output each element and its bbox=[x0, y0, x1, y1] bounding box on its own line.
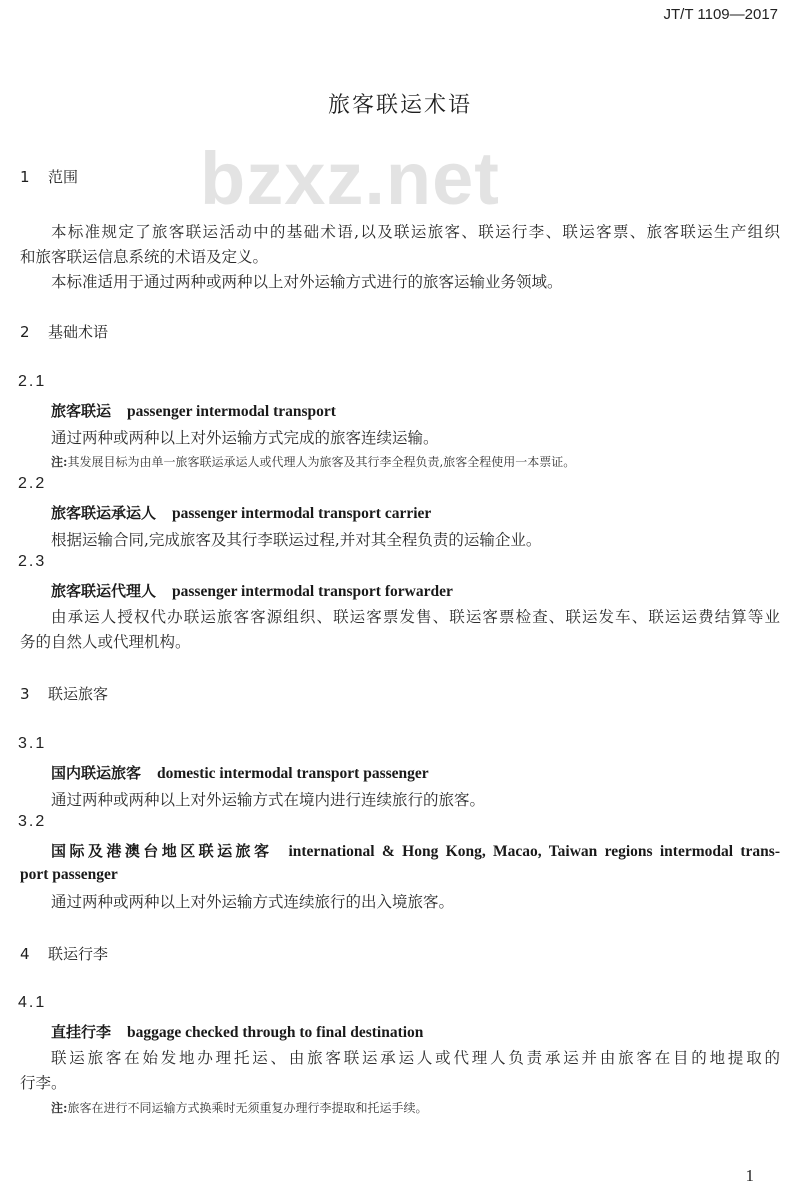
section-heading-intermodal-passenger bbox=[20, 683, 108, 704]
term-note bbox=[51, 1099, 427, 1116]
page-number: 1 bbox=[745, 1166, 754, 1185]
clause-number: 4.1 bbox=[18, 994, 47, 1011]
clause-number: 3.2 bbox=[18, 813, 47, 830]
scope-paragraph-1-line-1: 本标准规定了旅客联运活动中的基础术语,以及联运旅客、联运行李、联运客票、旅客联运生产组织 bbox=[51, 223, 780, 241]
clause-number: 2.2 bbox=[18, 475, 47, 492]
section-title: 联运行李 bbox=[48, 945, 109, 963]
standard-code: JT/T 1109—2017 bbox=[663, 6, 778, 23]
term-definition-line-1: 联运旅客在始发地办理托运、由旅客联运承运人或代理人负责承运并由旅客在目的地提取的 bbox=[51, 1049, 780, 1067]
section-title: 范围 bbox=[48, 168, 79, 186]
term-entry bbox=[51, 1021, 423, 1042]
section-title: 联运旅客 bbox=[48, 685, 109, 703]
term-definition-line-2: 务的自然人或代理机构。 bbox=[20, 633, 191, 651]
term-english: passenger intermodal transport carrier bbox=[172, 505, 432, 522]
term-note bbox=[51, 453, 575, 470]
term-english: international & Hong Kong, Macao, Taiwan regions intermodal trans- bbox=[288, 843, 780, 860]
section-heading-intermodal-baggage bbox=[20, 943, 108, 964]
term-english-continued: port passenger bbox=[20, 866, 118, 883]
section-heading-scope bbox=[20, 166, 78, 187]
section-number: 4 bbox=[20, 945, 30, 963]
section-number: 1 bbox=[20, 168, 30, 186]
term-chinese: 旅客联运承运人 bbox=[51, 504, 157, 522]
term-english: passenger intermodal transport forwarder bbox=[172, 583, 453, 600]
section-number: 2 bbox=[20, 323, 30, 341]
clause-number: 3.1 bbox=[18, 735, 47, 752]
term-chinese: 旅客联运 bbox=[51, 402, 112, 420]
term-definition-line-1: 由承运人授权代办联运旅客客源组织、联运客票发售、联运客票检查、联运发车、联运运费结算等业 bbox=[51, 608, 780, 626]
term-english: domestic intermodal transport passenger bbox=[157, 765, 429, 782]
scope-paragraph-1-line-2: 和旅客联运信息系统的术语及定义。 bbox=[20, 248, 269, 266]
note-label: 注: bbox=[51, 1101, 68, 1115]
section-heading-basic-terms bbox=[20, 321, 108, 342]
clause-number: 2.3 bbox=[18, 553, 47, 570]
term-definition: 通过两种或两种以上对外运输方式完成的旅客连续运输。 bbox=[51, 429, 439, 447]
term-chinese: 国内联运旅客 bbox=[51, 764, 142, 782]
scope-paragraph-2: 本标准适用于通过两种或两种以上对外运输方式进行的旅客运输业务领域。 bbox=[51, 273, 563, 291]
term-english: passenger intermodal transport bbox=[127, 403, 336, 420]
document-title: 旅客联运术语 bbox=[327, 93, 472, 118]
term-definition-line-2: 行李。 bbox=[20, 1074, 67, 1092]
term-english: baggage checked through to final destination bbox=[127, 1024, 424, 1041]
term-definition: 通过两种或两种以上对外运输方式连续旅行的出入境旅客。 bbox=[51, 893, 455, 911]
note-label: 注: bbox=[51, 455, 68, 469]
term-definition: 根据运输合同,完成旅客及其行李联运过程,并对其全程负责的运输企业。 bbox=[51, 531, 542, 549]
term-entry bbox=[51, 400, 336, 421]
note-text: 其发展目标为由单一旅客联运承运人或代理人为旅客及其行李全程负责,旅客全程使用一本票证。 bbox=[67, 455, 576, 469]
term-entry-line-1 bbox=[20, 840, 780, 861]
term-entry bbox=[51, 502, 431, 523]
section-number: 3 bbox=[20, 685, 30, 703]
term-chinese: 旅客联运代理人 bbox=[51, 582, 157, 600]
term-entry-line-2 bbox=[20, 865, 118, 884]
note-text: 旅客在进行不同运输方式换乘时无须重复办理行李提取和托运手续。 bbox=[67, 1101, 428, 1115]
term-entry bbox=[51, 762, 429, 783]
term-entry bbox=[51, 580, 453, 601]
term-chinese: 直挂行李 bbox=[51, 1023, 112, 1041]
term-definition: 通过两种或两种以上对外运输方式在境内进行连续旅行的旅客。 bbox=[51, 791, 486, 809]
term-chinese: 国际及港澳台地区联运旅客 bbox=[51, 842, 273, 860]
watermark: bzxz.net bbox=[200, 137, 500, 220]
section-title: 基础术语 bbox=[48, 323, 109, 341]
clause-number: 2.1 bbox=[18, 373, 47, 390]
